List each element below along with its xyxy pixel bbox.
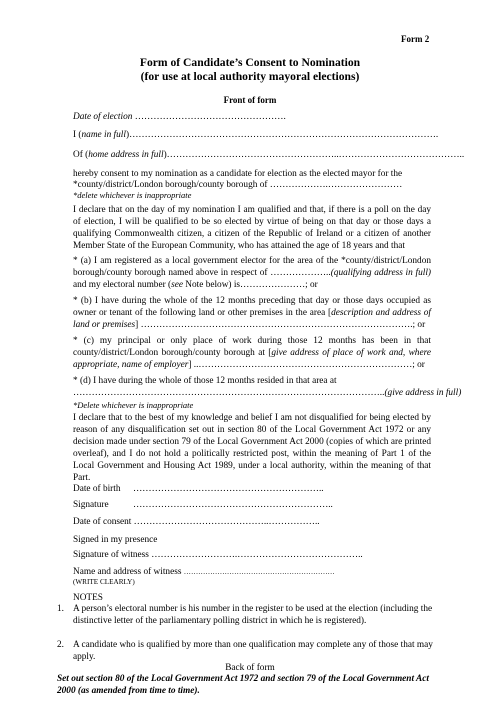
clause-c bbox=[73, 336, 431, 372]
note-text: A candidate who is qualified by more than one qualification may complete any of those that may apply. bbox=[73, 640, 433, 662]
address-label: home address in full bbox=[88, 150, 164, 160]
name-dots: ………………………………………………………………………………………. bbox=[129, 130, 439, 140]
witness-name-address-dots: ……………………………………………………… bbox=[183, 568, 335, 576]
clause-c-bracket: ] bbox=[188, 359, 194, 370]
consent-area-text: *county/district/London borough/county borough of bbox=[73, 180, 268, 190]
name-field[interactable] bbox=[73, 129, 438, 141]
witness-name-address-label: Name and address of witness bbox=[73, 567, 182, 577]
clause-a-see: see bbox=[171, 279, 183, 290]
note-number: 2. bbox=[57, 640, 64, 650]
disqualification-declaration: I declare that to the best of my knowledge and belief I am not disqualified for being elected by reason of any disqualification set out in section 80 of the Local Government Act 1972 or any decision made under section 79 of the Local Government Act 2000 (copies of which are printed overleaf), and I do not hold a politically restricted post, within the meaning of Part 1 of the Local Government and Housing Act 1989, under a local authority, within the meaning of that Part. bbox=[73, 413, 431, 483]
name-label-suffix: ) bbox=[125, 130, 130, 140]
clause-d bbox=[73, 376, 462, 412]
clause-b-text: * (b) I have during the whole of the 12 months preceding that day or those days occupied as owner or tenant of the following land or other premises in the area [ bbox=[73, 296, 431, 318]
form-subtitle: (for use at local authority mayoral elections) bbox=[140, 70, 360, 83]
back-of-form-instruction: Set out section 80 of the Local Government Act 1972 and section 79 of the Local Government Act 2000 (as amended from time to time). bbox=[57, 674, 429, 696]
date-of-consent-label: Date of consent bbox=[73, 517, 132, 527]
date-of-consent-field[interactable] bbox=[73, 516, 320, 528]
clause-c-hint: give address of place of work and, where appropriate, name of employer bbox=[73, 347, 431, 370]
note-number: 1. bbox=[57, 604, 64, 614]
signature-label: Signature bbox=[73, 500, 109, 510]
clause-b-hint: description and address of land or premises bbox=[73, 307, 431, 330]
clause-d-address-line bbox=[73, 387, 462, 400]
clause-d-delete-note bbox=[73, 400, 431, 412]
home-address-field[interactable] bbox=[73, 149, 464, 161]
front-of-form-heading: Front of form bbox=[223, 95, 277, 105]
form-title: Form of Candidate’s Consent to Nomination bbox=[139, 56, 361, 69]
clause-b-end: ; or bbox=[412, 319, 426, 330]
address-label-prefix: Of ( bbox=[73, 150, 89, 160]
date-of-election-dots: …………………………………………. bbox=[134, 112, 286, 122]
clause-a-address-dots: ……………….. bbox=[270, 267, 331, 278]
clause-a-end: ; or bbox=[305, 279, 318, 290]
date-of-election-field[interactable] bbox=[73, 111, 286, 123]
form-number: Form 2 bbox=[401, 34, 430, 44]
consent-delete-note-text: *delete whichever is inappropriate bbox=[73, 190, 192, 200]
clause-a-electoral-text: and my electoral number ( bbox=[73, 279, 172, 290]
clause-c-end: ; or bbox=[412, 359, 425, 370]
note-text: A person’s electoral number is his number in the register to be used at the election (including the distinctive letter of the parliamentary polling district in which he is registered). bbox=[73, 604, 433, 626]
clause-c-dots: ..…………………………………………………………… bbox=[193, 359, 413, 370]
name-label-prefix: I ( bbox=[73, 130, 82, 140]
clause-c-text: * (c) my principal or only place of work during those 12 months has been in that county/district/London borough/county borough at [ bbox=[73, 336, 431, 358]
consent-line-1: hereby consent to my nomination as a candidate for election as the elected mayor for the bbox=[73, 169, 403, 179]
note-item bbox=[57, 604, 433, 628]
note-item bbox=[57, 640, 433, 664]
clause-b bbox=[73, 296, 431, 332]
consent-delete-note bbox=[73, 189, 191, 201]
consent-area-dots: ……………….…………………… bbox=[269, 180, 403, 190]
qualification-declaration: I declare that on the day of my nomination I am qualified and that, if there is a poll on the day of election, I will be qualified to be so elected by virtue of being on that day or those days a qualifying Commonwealth citizen, a citizen of the Republic of Ireland or a citizen of another Member State of the European Community, who has attained the age of 18 years and that bbox=[73, 205, 431, 251]
signature-field[interactable]: ……………………………………………………….. bbox=[133, 500, 333, 510]
name-label: name in full bbox=[81, 130, 126, 140]
clause-d-hint: (give address in full) bbox=[384, 387, 462, 398]
write-clearly-note: (WRITE CLEARLY) bbox=[73, 578, 135, 586]
clause-a-text: * (a) I am registered as a local government elector for the area of the *county/district/London borough/county borough named above in respect of bbox=[73, 256, 431, 278]
date-of-birth-field[interactable]: …………………………………………………….. bbox=[133, 484, 324, 494]
clause-d-delete-note-text: *Delete whichever is inappropriate bbox=[73, 399, 194, 410]
date-of-birth-label: Date of birth bbox=[73, 484, 121, 494]
witness-signature-label: Signature of witness bbox=[73, 550, 149, 560]
address-label-suffix: ) bbox=[163, 150, 167, 160]
back-of-form-heading: Back of form bbox=[225, 663, 275, 673]
clause-d-dots: ……………………………………………………………………………………….. bbox=[73, 387, 385, 398]
clause-d-text: * (d) I have during the whole of those 12 months resided in that area at bbox=[73, 376, 337, 386]
signed-in-presence-label: Signed in my presence bbox=[73, 535, 158, 545]
clause-b-bracket: ] bbox=[135, 319, 141, 330]
notes-heading: NOTES bbox=[73, 593, 103, 603]
witness-name-address-field[interactable] bbox=[73, 566, 335, 578]
clause-b-dots: ……………………………………………………………………………. bbox=[140, 319, 413, 330]
clause-a bbox=[73, 256, 431, 292]
date-of-consent-dots: ……………………………………..…………….. bbox=[133, 517, 320, 527]
date-of-election-label: Date of election bbox=[73, 112, 133, 122]
address-dots: ………………………………………………..………………………………….. bbox=[166, 150, 465, 160]
clause-a-address-hint: (qualifying address in full) bbox=[330, 267, 431, 278]
clause-a-note-text: Note below) is bbox=[182, 279, 241, 290]
witness-signature-field[interactable] bbox=[73, 549, 363, 561]
witness-signature-dots: ……………………….………………………………….. bbox=[151, 550, 363, 560]
clause-a-electoral-dots: ………………… bbox=[240, 279, 306, 290]
